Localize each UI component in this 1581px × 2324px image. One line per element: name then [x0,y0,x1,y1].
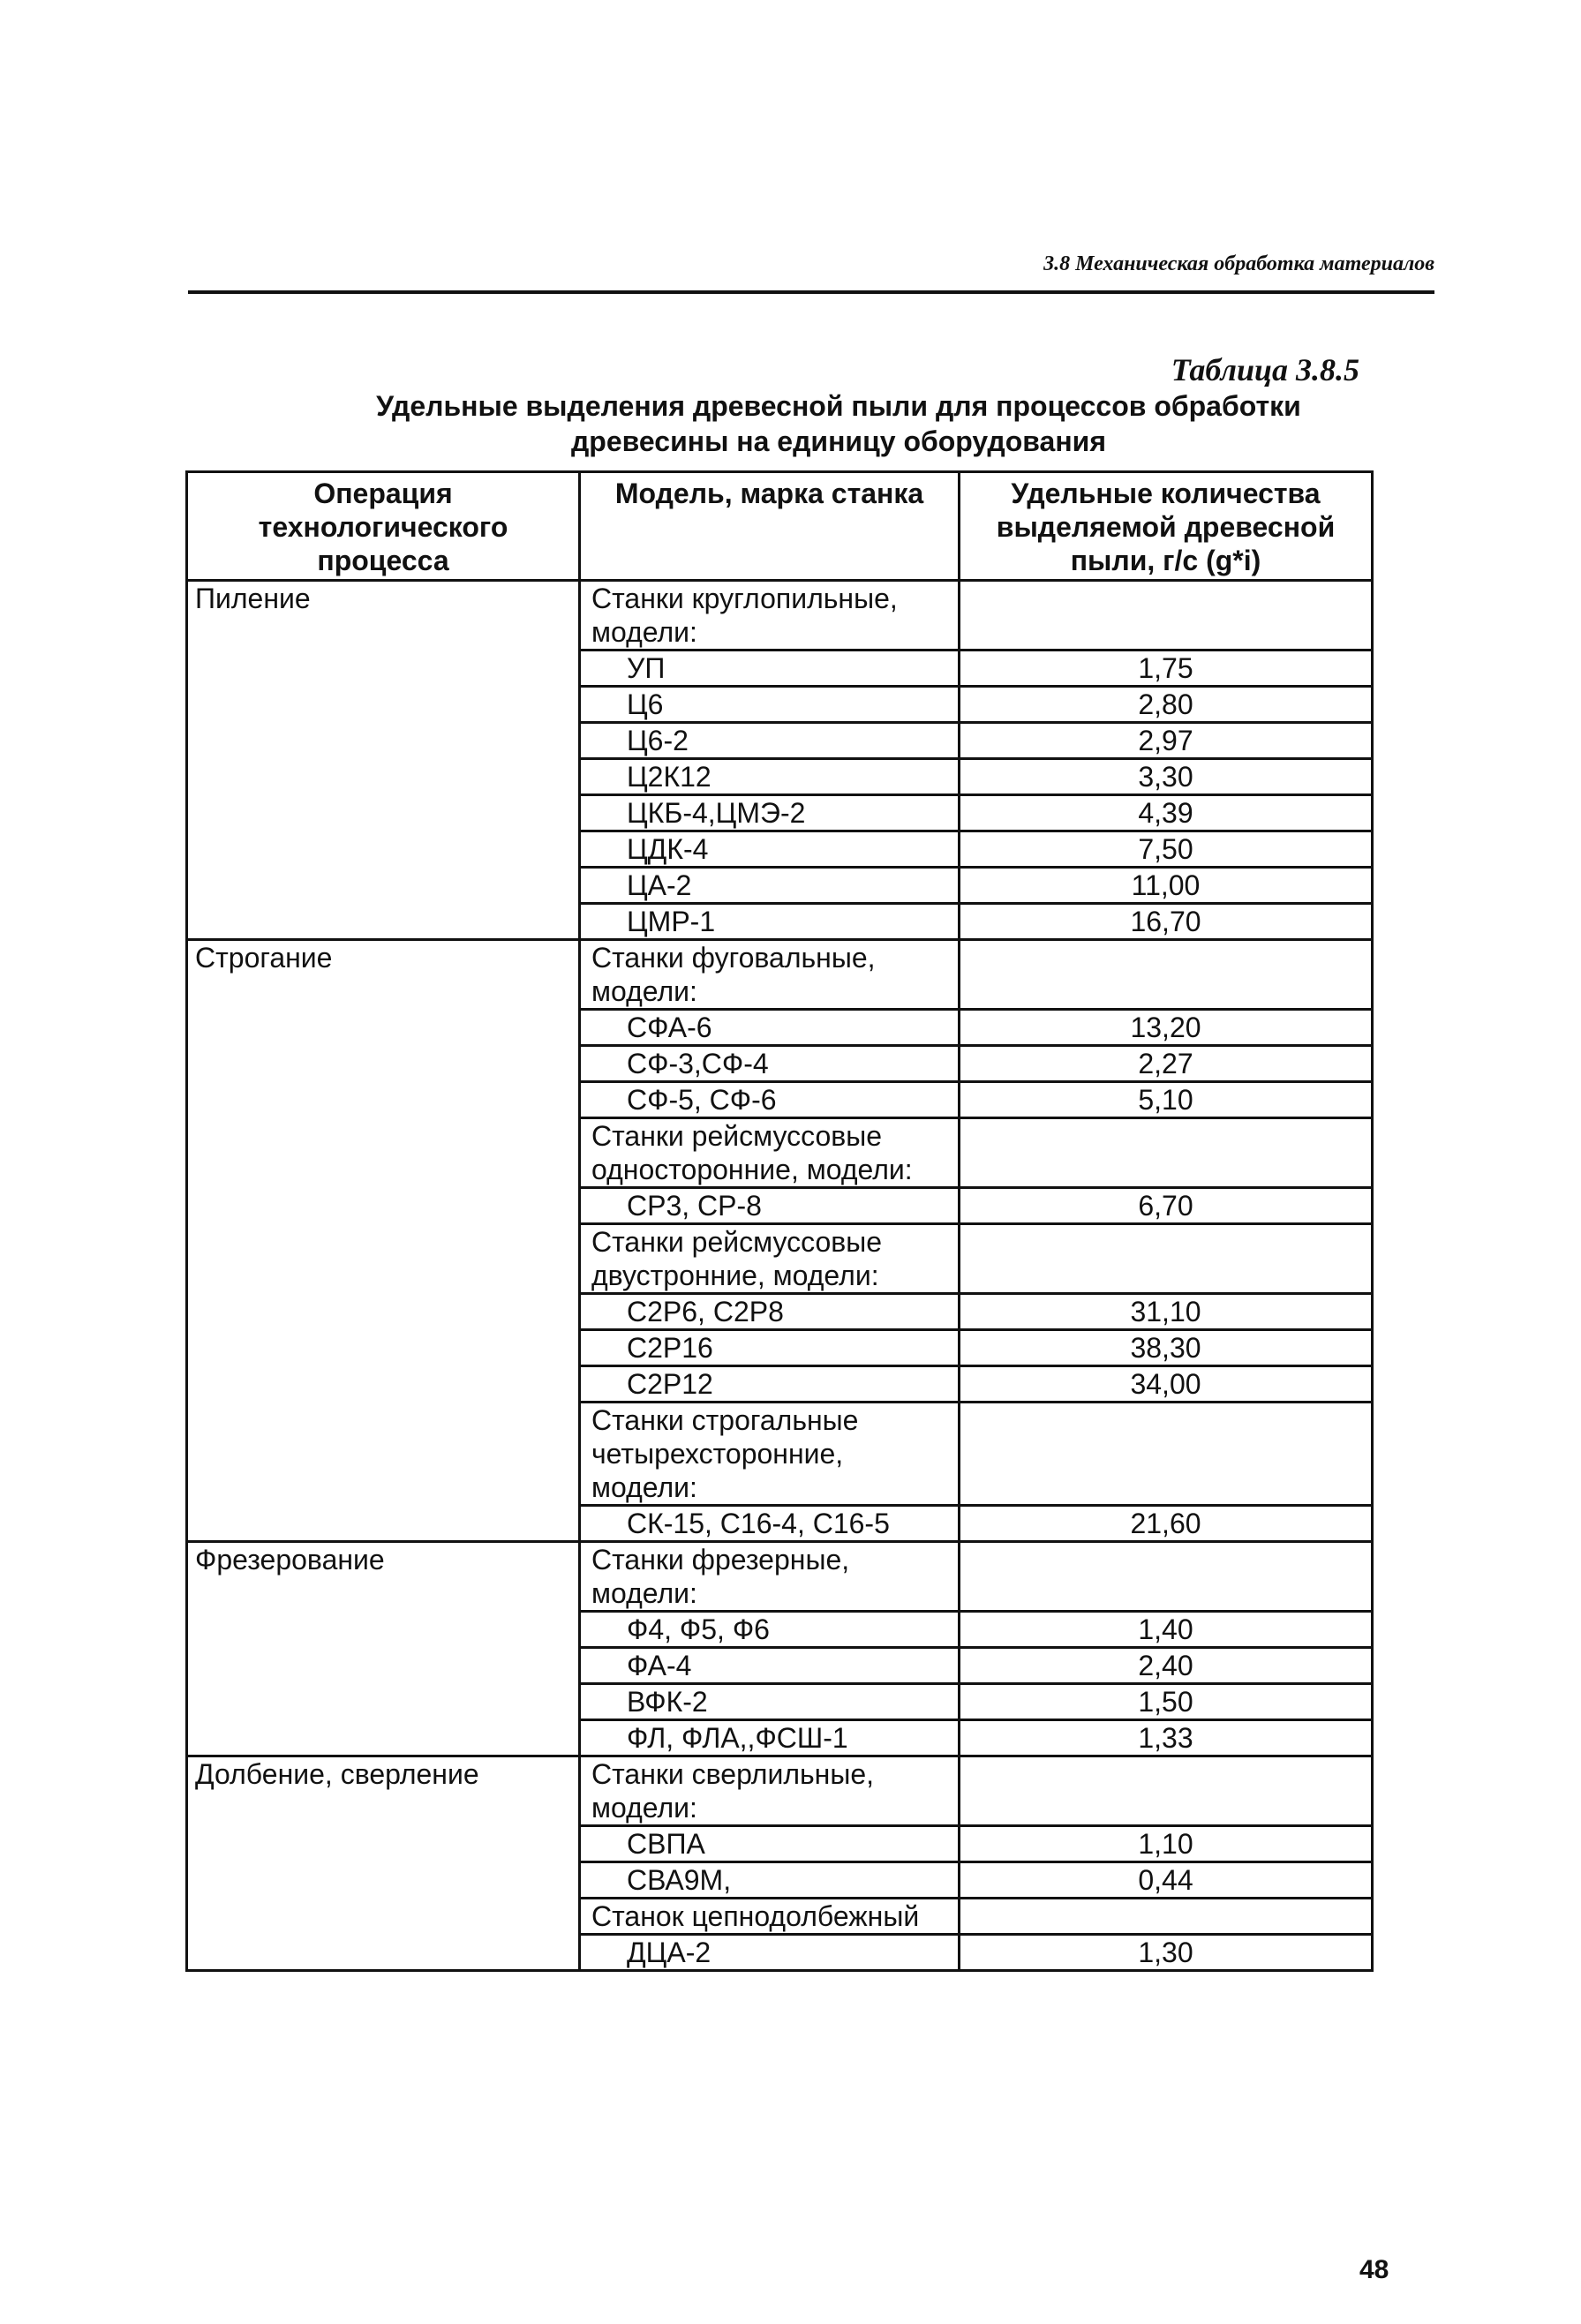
table-row [187,831,1373,868]
table-row [187,1188,1373,1224]
page-number: 48 [1359,2255,1389,2284]
model-cell: Станки сверлильные, модели: [580,1756,960,1826]
model-cell: ЦДК-4 [580,831,960,868]
value-cell: 1,40 [960,1612,1373,1648]
model-cell: Ф4, Ф5, Ф6 [580,1612,960,1648]
model-cell: СВА9М, [580,1862,960,1899]
table-row [187,1294,1373,1330]
table-row [187,1118,1373,1188]
value-cell: 2,27 [960,1046,1373,1082]
model-cell: Станок цепнодолбежный [580,1899,960,1935]
operation-cell [187,687,580,723]
operation-cell [187,1720,580,1756]
operation-cell [187,1010,580,1046]
model-cell: С2Р12 [580,1366,960,1403]
operation-cell [187,1082,580,1118]
operation-cell [187,1862,580,1899]
value-cell: 31,10 [960,1294,1373,1330]
table-row [187,1542,1373,1612]
table-number: Таблица 3.8.5 [1171,352,1359,387]
header-rule [188,290,1434,294]
model-cell: ЦКБ-4,ЦМЭ-2 [580,795,960,831]
operation-cell [187,759,580,795]
operation-cell [187,1684,580,1720]
operation-cell [187,1612,580,1648]
value-cell [960,1899,1373,1935]
table-row [187,1720,1373,1756]
model-cell: УП [580,651,960,687]
operation-cell [187,1366,580,1403]
table-row [187,868,1373,904]
value-cell [960,1118,1373,1188]
operation-cell: Пиление [187,581,580,651]
value-cell: 1,75 [960,651,1373,687]
value-cell: 6,70 [960,1188,1373,1224]
table-row [187,1648,1373,1684]
model-cell: Ц2К12 [580,759,960,795]
value-cell: 3,30 [960,759,1373,795]
model-cell: Станки рейсмуссовые односторонние, модели: [580,1118,960,1188]
table-row [187,687,1373,723]
value-cell: 5,10 [960,1082,1373,1118]
operation-cell [187,1506,580,1542]
operation-cell [187,904,580,940]
model-cell: СР3, СР-8 [580,1188,960,1224]
model-cell: С2Р16 [580,1330,960,1366]
value-cell: 1,50 [960,1684,1373,1720]
model-cell: СФ-3,СФ-4 [580,1046,960,1082]
table-row [187,1366,1373,1403]
value-cell: 34,00 [960,1366,1373,1403]
model-cell: ЦМР-1 [580,904,960,940]
model-cell: СВПА [580,1826,960,1862]
table-row [187,581,1373,651]
model-cell: ЦА-2 [580,868,960,904]
column-header-operation: Операция технологического процесса [187,472,580,581]
value-cell [960,1224,1373,1294]
operation-cell: Фрезерование [187,1542,580,1612]
table-row [187,1403,1373,1506]
table-row [187,1010,1373,1046]
dust-emission-table [185,470,1374,1972]
model-cell: С2Р6, С2Р8 [580,1294,960,1330]
table-title: Удельные выделения древесной пыли для процессов обработки древесины на единицу оборудования [376,390,1301,457]
operation-cell: Строгание [187,940,580,1010]
model-cell: СК-15, С16-4, С16-5 [580,1506,960,1542]
table-row [187,904,1373,940]
operation-cell [187,795,580,831]
value-cell: 11,00 [960,868,1373,904]
value-cell: 13,20 [960,1010,1373,1046]
operation-cell [187,1046,580,1082]
table-row [187,1330,1373,1366]
table-row [187,1756,1373,1826]
model-cell: Станки фрезерные, модели: [580,1542,960,1612]
model-cell: СФ-5, СФ-6 [580,1082,960,1118]
operation-cell: Долбение, сверление [187,1756,580,1826]
operation-cell [187,651,580,687]
value-cell [960,581,1373,651]
operation-cell [187,868,580,904]
model-cell: ФА-4 [580,1648,960,1684]
operation-cell [187,1403,580,1506]
operation-cell [187,1899,580,1935]
value-cell: 16,70 [960,904,1373,940]
table-row [187,1862,1373,1899]
table-row [187,1684,1373,1720]
value-cell: 4,39 [960,795,1373,831]
operation-cell [187,1118,580,1188]
column-header-model: Модель, марка станка [580,472,960,581]
table-row [187,1224,1373,1294]
value-cell: 2,40 [960,1648,1373,1684]
operation-cell [187,723,580,759]
value-cell: 2,97 [960,723,1373,759]
model-cell: ФЛ, ФЛА,,ФСШ-1 [580,1720,960,1756]
operation-cell [187,1826,580,1862]
table-row [187,1826,1373,1862]
model-cell: Станки фуговальные, модели: [580,940,960,1010]
value-cell [960,1403,1373,1506]
model-cell: Ц6-2 [580,723,960,759]
value-cell: 0,44 [960,1862,1373,1899]
table-header-row [187,472,1373,581]
value-cell: 7,50 [960,831,1373,868]
value-cell: 21,60 [960,1506,1373,1542]
operation-cell [187,1935,580,1971]
value-cell: 1,30 [960,1935,1373,1971]
model-cell: Станки рейсмуссовые двустронние, модели: [580,1224,960,1294]
value-cell: 38,30 [960,1330,1373,1366]
operation-cell [187,1294,580,1330]
table-row [187,1935,1373,1971]
table-row [187,723,1373,759]
table-row [187,1612,1373,1648]
operation-cell [187,1188,580,1224]
table-row [187,759,1373,795]
model-cell: ВФК-2 [580,1684,960,1720]
operation-cell [187,1224,580,1294]
value-cell [960,1756,1373,1826]
value-cell: 2,80 [960,687,1373,723]
table-row [187,940,1373,1010]
table-row [187,1506,1373,1542]
model-cell: ДЦА-2 [580,1935,960,1971]
value-cell: 1,10 [960,1826,1373,1862]
table-row [187,1899,1373,1935]
operation-cell [187,831,580,868]
table-row [187,1046,1373,1082]
model-cell: Ц6 [580,687,960,723]
table-row [187,651,1373,687]
value-cell: 1,33 [960,1720,1373,1756]
model-cell: Станки строгальные четырехсторонние, модели: [580,1403,960,1506]
value-cell [960,1542,1373,1612]
operation-cell [187,1648,580,1684]
value-cell [960,940,1373,1010]
model-cell: Станки круглопильные, модели: [580,581,960,651]
running-header: 3.8 Механическая обработка материалов [1043,252,1434,275]
column-header-dust-amount: Удельные количества выделяемой древесной пыли, г/с (g*i) [960,472,1373,581]
operation-cell [187,1330,580,1366]
table-row [187,795,1373,831]
model-cell: СФА-6 [580,1010,960,1046]
table-row [187,1082,1373,1118]
